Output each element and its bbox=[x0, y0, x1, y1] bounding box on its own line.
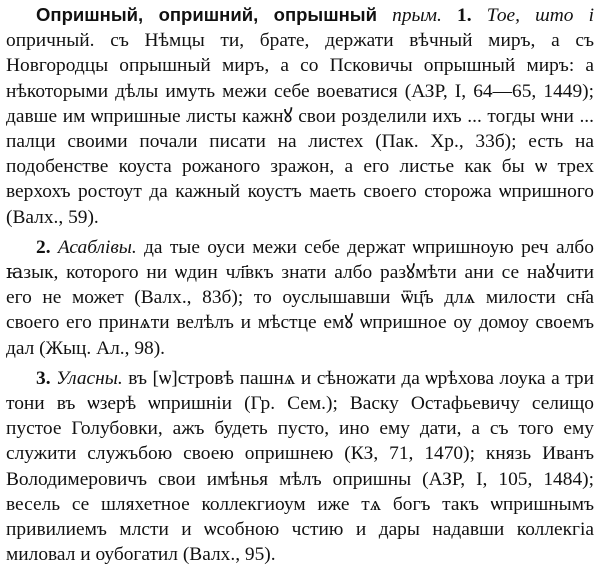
sense-1-number: 1. bbox=[457, 5, 472, 26]
sense-3-paragraph bbox=[6, 366, 594, 568]
sense-1-gloss: Тое, што і bbox=[486, 5, 594, 26]
sense-2-gloss: Асаблівы. bbox=[57, 236, 137, 258]
sense-1-paragraph bbox=[6, 2, 594, 230]
sense-3-text: въ [ѡ]стровѣ пашнѧ и сѣножати да ѡрѣхова лоука а три тони въ ѡзерѣ ѡпришніи (Гр. Сем.); Васку Остафьевичу селищо пустое Голубовки, ажъ будеть пусто, ино ему дати, а съ того ему служити служъбою своею опришнею (КЗ, 71, 1470); князь Иванъ Володимеровичъ свои имѣнья мѣлъ опришны (АЗР, I, 105, 1484); весель се шляхетное коллекгиоум иже тѧ богъ такъ ѡпришнымъ привилиемъ млсти и ѡсобною чстию и дары надавши коллекгіа миловал и оубогатил (Валх., 95). bbox=[6, 367, 595, 566]
sense-3-gloss: Уласны. bbox=[56, 367, 123, 389]
sense-1-text: опричный. съ Нѣмцы ти, брате, держати вѣчный миръ, а съ Новгородцы опрышный миръ, а со Псковичы опрышный миръ: а нѣкоторыми дѣлы имуть межи себе воеватися (АЗР, I, 64—65, 1449); давше им ѡпришные листы кажнꙋ свои розделили ихъ ... тогды ѡни ... палци своими почали писати на листех (Пак. Хр., 33б); есть на подобенстве коуста рожаного зражон, а его листье как бы ѡ трех верхохъ ростоут да кажный коустъ маеть своего сторожа ѡпришного (Валх., 59). bbox=[6, 30, 594, 228]
dictionary-entry bbox=[6, 2, 594, 572]
part-of-speech: прым. bbox=[392, 5, 442, 26]
headword: Опришный, опришний, опрышный bbox=[36, 4, 377, 25]
sense-2-number: 2. bbox=[36, 236, 51, 258]
sense-2-text: да тые оуси межи себе держат ѡпришноую реч албо ꙗзык, которого ни ѡдин чл҃вкъ знати албо разꙋмѣти ани се наꙋчити его не может (Валх., 83б); то оуслышавши ѿц҃ъ длѧ милости сн҃а своего его принѧти велѣлъ и мѣстце емꙋ ѡпришное оу домоу своемъ дал (Жыц. Ал., 98). bbox=[6, 236, 594, 359]
sense-3-number: 3. bbox=[36, 367, 51, 389]
sense-2-paragraph bbox=[6, 235, 594, 361]
